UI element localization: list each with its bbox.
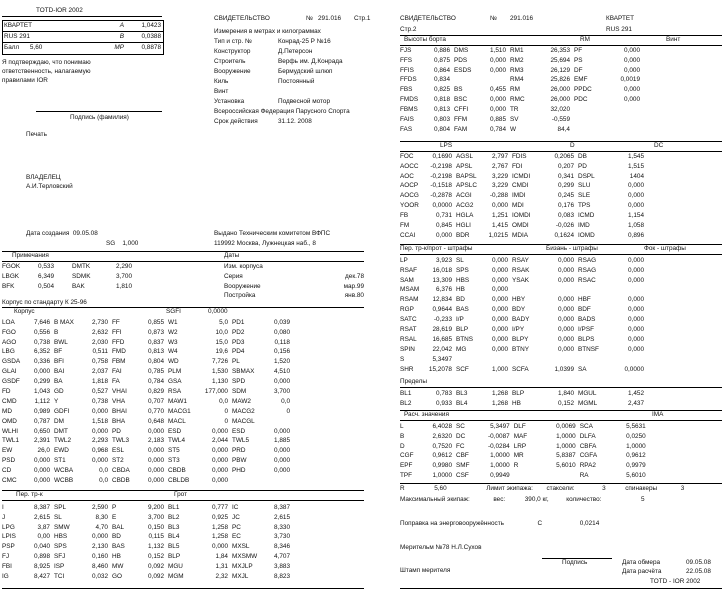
table-row: I 8,387 SPL 2,590 P 9,200 BL1 0,777 IC 8,387 [2,503,290,511]
table-row: B 2,6320 DC -0,0087 MAF 1,0000 DLFA 0,0250 [400,432,646,440]
table-row: SAM 13,309 HBS 0,000 YSAK 0,000 RSAC 0,000 [400,276,644,284]
rating-r-value: 5,60 [434,485,447,492]
table-row: EPF 0,9980 SMF 1,0000 R 5,6010 RPA2 0,9979 [400,462,646,470]
table-row: YOOR 0,0000 ACG2 0,000 MDI 0,176 TPS 0,000 [400,202,644,210]
table-row: S 5,3497 [400,355,452,363]
energy-correction-value: 0,0214 [579,520,600,527]
dates-label: Даты [224,252,240,259]
rig-measurements-table [2,503,290,582]
table-row: SATC -0,233 I/P 0,000 BADY 0,000 BADS 0,000 [400,316,644,324]
dates-table: Изм. корпуса Серия дек.78 Вооружение мар.99 Постройка янв.80 [224,262,364,300]
table-row: FGO 0,556 B 2,632 FFI 0,873 W2 10,0 PD2 0,080 [2,328,290,336]
max-crew-row: Максимальный экипаж: вес: 390,0 кг, количество: 5 [400,496,645,503]
sgfi-value: 0,0000 [208,308,228,315]
table-row: LPG 3,87 SMW 4,70 BAL 0,150 BL3 1,258 PC 8,330 [2,523,290,531]
issued-address: 119992 Москва, Лужнецкая наб., 8 [214,240,316,247]
table-row: RGP 0,9644 BAS 0,000 BDY 0,000 BDF 0,000 [400,306,644,314]
table-row: AGO 0,738 BWL 2,030 FFD 0,837 W3 15,0 PD3 0,118 [2,338,290,346]
table-row: BL2 0,933 BL4 1,268 HB 0,152 MGML 2,437 [400,399,644,407]
crew-count: 5 [641,496,645,503]
lps-label: LPS [440,142,453,149]
table-row: LP 3,923 SL 0,000 RSAY 0,000 RSAG 0,000 [400,256,644,264]
rating-row: R 5,60 Лимит экипажа: стаксели: 3 спинакеры 3 [400,485,685,492]
table-row: MSAM 6,376 HB 0,000 [400,286,508,294]
foresail-label: Пер. тр-к [16,491,43,498]
table-row: BL1 0,783 BL3 1,268 BLP 1,840 MGUL 1,452 [400,389,644,397]
page-number: Стр.1 [354,15,371,22]
jib-penalty-label: Фок - штрафы [644,245,686,252]
table-row: MD 0,989 GDFI 0,000 BHAI 0,770 MACG1 0 MACG2 0 [2,407,290,415]
dc-label: DC [654,142,664,149]
limits-label: Пределы [400,378,427,385]
heights-label: Высоты борта [404,36,446,43]
table-row: LOA 7,646 B MAX 2,730 FF 0,855 W1 5,0 PD1 0,039 [2,318,290,326]
table-row: FJ 0,898 SFJ 0,160 HB 0,152 BLP 1,84 MXSMW 4,707 [2,553,290,561]
table-row: WLHI 0,650 DMT 0,000 PD 0,000 ESD 0,000 ESD 0,000 [2,427,290,435]
table-row: CD 0,000 WCBA 0,0 CBDA 0,000 CBDB 0,000 PHD 0,000 [2,467,290,475]
cert-details: Измерения в метрах и килограммах Тип и стр. № Конрад-25 Р №16 Конструктор Д.Петерсон Строитель Верфь им. Д.Конрада Вооружение Бермудский шлюп Киль Постоянный Винт Установка Подвесной мотор Всероссийская Федерация Парусного Спорта Срок действия 31.12. 2008 [214,28,350,125]
heights-table [400,46,640,135]
propeller-label: Винт [666,36,681,43]
hull-standard: Корпус по стандарту К 25-96 [2,299,87,306]
signature-label-2: Подпись [562,559,588,566]
limits-table [400,389,644,409]
calc-label: Расч. значения [404,411,449,418]
table-row: EW 26,0 EWD 0,968 ESL 0,000 ST5 0,000 PRD 0,000 [2,447,290,455]
owner-name: А.И.Терловский [26,183,73,190]
table-row: PSP 0,040 SPS 2,130 BAS 1,132 BL5 0,000 MXSL 8,346 [2,543,290,551]
cert-number: 291.016 [318,15,342,22]
yacht-identity-box: КВАРТЕТ A 1,0423 RUS 291 B 0,0388 Балл 5,60 MP 0,8878 [2,20,164,55]
table-row: FFIS 0,864 ESDS 0,000 RM3 26,129 DF 0,000 [400,66,640,74]
table-row: FAS 0,804 FAM 0,784 W 84,4 [400,125,570,133]
cert-title-2: СВИДЕТЕЛЬСТВО [400,15,456,22]
table-row: GSDF 0,299 BA 1,818 FA 0,784 GSA 1,130 SPD 0,000 [2,378,290,386]
table-row: PSD 0,000 ST1 0,000 ST2 0,000 ST3 0,000 PBW 0,000 [2,457,290,465]
hull-measurements-table [2,318,290,486]
table-row: AOCP -0,1518 APSLC 3,229 CMDI 0,299 SLU 0,000 [400,182,644,190]
table-row: FBMS 0,813 CFFI 0,000 TR 32,020 [400,106,570,114]
table-row: D 0,7520 FC -0,0284 LRP 1,0000 CBFA 1,0000 [400,442,646,450]
measure-date-label: Дата обмера [622,559,661,566]
table-row: SHR 15,2078 SCF 1,000 SCFA 1,0399 SA 0,0000 [400,365,644,373]
sg-value: 1,000 [122,240,139,247]
table-row: AOC -0,2198 BAPSL 3,229 ICMDI 0,341 DSPL 1404 [400,172,644,180]
foresail-penalty-label: Пер. тр-к/прот - штрафы [400,245,473,252]
crew-weight: 390,0 [524,496,541,503]
mainsail-label: Грот [174,491,187,498]
penalties-table [400,256,644,375]
page-number-2: Стр.2 [400,26,417,33]
table-row: FBI 8,925 ISP 8,460 MW 0,092 MGU 1,31 MXJLP 3,883 [2,563,290,571]
notes-label: Примечания [12,252,49,259]
created-label: Дата создания [26,230,70,237]
calc-date-label: Дата расчёта [622,568,662,575]
issued-by: Выдано Техническим комитетом ВФПС [214,230,331,237]
table-row: FFS 0,875 PDS 0,000 RM2 25,694 PS 0,000 [400,56,640,64]
table-row: CMC 0,000 WCBB 0,0 CBDB 0,000 CBLDB 0,000 [2,476,228,484]
print-label: Печать [26,131,47,138]
table-row: FJS 0,886 DMS 1,510 RM1 26,353 PF 0,000 [400,46,640,54]
certificate-page-1: TOTD-IOR 2002 КВАРТЕТ A 1,0423 RUS 291 B 0,0388 Балл 5,60 MP 0,8878 Я подтверждаю, что понимаю ответственность, налагаемую правилами IOR Подпись (фамилия) Печать ВЛАДЕЛЕЦ А.И.Терловский СВИДЕТЕЛЬСТВО № 291.016 Стр.1 Измерения в метрах и килограммах Тип и стр. № Конрад-25 Р №16 Конструктор Д.Петерсон Строитель Верфь им. Д.Конрада Вооружение Бермудский шлюп Киль Постоянный Винт Установка Подвесной мотор Всероссийская Федерация Парусного Спорта Срок действия 31.12. 2008 Дата создания 09.05.08 Выдано Техническим комитетом ВФПС 119992 Москва, Лужнецкая наб., 8 SG 1,000 Примечания Даты FGOK 0,533 DMTK 2,290 LBGK 6,349 SDMK 3,700 BFK 0,504 BAK 1,810 Изм. корпуса Серия дек.78 Вооружение мар.99 Постройка янв.80 Корпус по стандарту К 25-96 Корпус SGFI 0,0000 LOA 7,646 B MAX 2,730 FF 0,855 W1 5,0 PD1 0,039 FGO 0,556 B 2,632 FFI 0,873 W2 10,0 PD2 0,080 AGO 0,738 BWL 2,030 FFD 0,837 W3 15,0 PD3 0,118 LBG 6,352 BF 0,511 FMD 0,813 W4 19,6 PD4 0,156 GSDA 0,336 BFI 0,758 FBM 0,804 WD 7,726 PL 1,520 GLAI 0,000 BAI 2,037 FAI 0,785 PLM 1,530 SBMAX 4,510 GSDF 0,299 BA 1,818 FA 0,784 GSA 1,130 SPD 0,000 FD 1,043 GD 0,527 VHAI 0,829 RSA 177,000 SDM 3,700 CMD 1,112 Y 0,738 VHA 0,707 MAW1 0,0 MAW2 0,0 MD 0,989 GDFI 0,000 BHAI 0,770 MACG1 0 MACG2 0 OMD 0,787 DM 1,518 BHA 0,648 MACL 0 MACGL WLHI 0,650 DMT 0,000 PD 0,000 ESD 0,000 ESD 0,000 TWL1 2,391 TWL2 2,293 TWL3 2,183 TWL4 2,044 TWL5 1,885 EW 26,0 EWD 0,968 ESL 0,000 ST5 0,000 PRD 0,000 PSD 0,000 ST1 0,000 ST2 0,000 ST3 0,000 PBW 0,000 CD 0,000 WCBA 0,0 CBDA 0,000 CBDB 0,000 PHD 0,000 CMC 0,000 WCBB 0,0 CBDB 0,000 CBLDB 0,000 Пер. тр-к Грот I 8,387 SPL 2,590 P 9,200 BL1 0,777 IC 8,387 J 2,615 SL 8,30 E 3,700 BL2 0,925 JC 2,615 LPG 3,87 SMW 4,70 BAL 0,150 BL3 1,258 PC 8,330 LPIS 0,00 HBS 0,000 BD 0,115 BL4 1,258 EC 3,730 PSP 0,040 SPS 2,130 BAS 1,132 BL5 0,000 MXSL 8,346 FJ 0,898 SFJ 0,160 HB 0,152 BLP 1,84 MXSMW 4,707 FBI 8,925 ISP 8,460 MW 0,092 MGU 1,31 MXJLP 3,883 IG 8,427 TCI 0,032 GO 0,092 MGM 2,32 MXJL 8,823 [2,8,364,598]
footer-form-id: TOTD - IOR 2002 [650,578,701,585]
table-row: FB 0,731 HGLA 1,251 IOMDI 0,083 ICMD 1,154 [400,212,644,220]
rm-label: RM [580,36,590,43]
measurer: Мерительм №78 Н.Л.Сухов [400,544,482,551]
rating-value: 5,60 [29,43,43,51]
yacht-name-2: КВАРТЕТ [606,15,635,22]
hull-label: Корпус [14,308,35,315]
measurer-stamp-label: Штамп мерителя [400,567,451,574]
d-label: D [570,142,575,149]
table-row: LBG 6,352 BF 0,511 FMD 0,813 W4 19,6 PD4 0,156 [2,348,290,356]
table-row: LPIS 0,00 HBS 0,000 BD 0,115 BL4 1,258 EC 3,730 [2,533,290,541]
table-row: RSAT 28,619 BLP 0,000 I/PY 0,000 I/PSF 0,000 [400,325,644,333]
sail-number: RUS 291 [4,32,30,40]
table-row: AOCG -0,2878 ACGI -0,288 IMDI 0,245 SLE 0,000 [400,192,644,200]
owner-label: ВЛАДЕЛЕЦ [26,174,61,181]
ima-label: IMA [652,411,664,418]
notes-table: FGOK 0,533 DMTK 2,290 LBGK 6,349 SDMK 3,700 BFK 0,504 BAK 1,810 [2,262,132,290]
table-row: J 2,615 SL 8,30 E 3,700 BL2 0,925 JC 2,615 [2,513,290,521]
table-row: FMDS 0,818 BSC 0,000 RMC 26,000 PDC 0,000 [400,96,640,104]
created-date: 09.05.08 [72,230,98,237]
cert-title: СВИДЕТЕЛЬСТВО [214,15,270,22]
table-row: CGF 0,9612 CBF 1,0000 MR 5,8387 CGFA 0,9612 [400,452,646,460]
table-row: FAIS 0,803 FFM 0,885 SV -0,559 [400,115,570,123]
calc-date: 22.05.08 [686,568,711,575]
table-row: RSAL 16,685 BTNS 0,000 BLPY 0,000 BLPS 0,000 [400,335,644,343]
table-row: FD 1,043 GD 0,527 VHAI 0,829 RSA 177,000 SDM 3,700 [2,387,290,395]
table-row: SPIN 22,042 MG 0,000 BTNY 0,000 BTNSF 0,000 [400,345,644,353]
measure-date: 09.05.08 [686,559,711,566]
signature-caption: Подпись (фамилия) [70,114,129,121]
lps-table [400,152,644,241]
calc-table [400,422,646,481]
table-row: FFDS 0,834 RM4 25,826 EMF 0,0019 [400,76,640,84]
table-row: GSDA 0,336 BFI 0,758 FBM 0,804 WD 7,726 PL 1,520 [2,358,290,366]
table-row: RSAF 16,018 SPS 0,000 RSAK 0,000 RSAG 0,000 [400,266,644,274]
owner-affirmation: Я подтверждаю, что понимаю ответственность, налагаемую правилами IOR [2,59,91,84]
table-row: GLAI 0,000 BAI 2,037 FAI 0,785 PLM 1,530 SBMAX 4,510 [2,368,290,376]
table-row: RSAM 12,834 BD 0,000 HBY 0,000 HBF 0,000 [400,296,644,304]
table-row: TPF 1,0000 CSF 0,9949 RA 5,6010 [400,472,646,480]
table-row: TWL1 2,391 TWL2 2,293 TWL3 2,183 TWL4 2,044 TWL5 1,885 [2,437,290,445]
table-row: L 6,4028 SC 5,3497 DLF 0,0069 SCA 5,5631 [400,422,646,430]
table-row: FM 0,845 HGLI 1,415 OMDI -0,026 IMD 1,058 [400,221,644,229]
mizzen-penalty-label: Бизань - штрафы [546,245,598,252]
table-row: CCAI 0,000 BDR 1,0215 MDIA 0,1624 IOMD 0,896 [400,231,644,239]
table-row: IG 8,427 TCI 0,032 GO 0,092 MGM 2,32 MXJL 8,823 [2,572,290,580]
table-row: CMD 1,112 Y 0,738 VHA 0,707 MAW1 0,0 MAW2 0,0 [2,397,290,405]
table-row: AOCC -0,2198 APSL 2,767 FDI 0,207 PD 1,515 [400,162,644,170]
sail-number-2: RUS 291 [606,26,632,33]
form-header-title: TOTD-IOR 2002 [36,7,83,14]
table-row: FOC 0,1690 AGSL 2,797 FDIS 0,2065 DB 1,545 [400,152,644,160]
certificate-page-2: СВИДЕТЕЛЬСТВО № 291.016 КВАРТЕТ Стр.2 RUS 291 Высоты борта RM Винт FJS 0,886 DMS 1,510 RM1 26,353 PF 0,000 FFS 0,875 PDS 0,000 RM2 25,694 PS 0,000 FFIS 0,864 ESDS 0,000 RM3 26,129 DF 0,000 FFDS 0,834 RM4 25,826 EMF 0,0019 FBS 0,825 BS 0,455 RM 26,000 PPDC 0,000 FMDS 0,818 BSC 0,000 RMC 26,000 PDC 0,000 FBMS 0,813 CFFI 0,000 TR 32,020 FAIS 0,803 FFM 0,885 SV -0,559 FAS 0,804 FAM 0,784 W 84,4 LPS D DC FOC 0,1690 AGSL 2,797 FDIS 0,2065 DB 1,545 AOCC -0,2198 APSL 2,767 FDI 0,207 PD 1,515 AOC -0,2198 BAPSL 3,229 ICMDI 0,341 DSPL 1404 AOCP -0,1518 APSLC 3,229 CMDI 0,299 SLU 0,000 AOCG -0,2878 ACGI -0,288 IMDI 0,245 SLE 0,000 YOOR 0,0000 ACG2 0,000 MDI 0,176 TPS 0,000 FB 0,731 HGLA 1,251 IOMDI 0,083 ICMD 1,154 FM 0,845 HGLI 1,415 OMDI -0,026 IMD 1,058 CCAI 0,000 BDR 1,0215 MDIA 0,1624 IOMD 0,896 Пер. тр-к/прот - штрафы Бизань - штрафы Фок - штрафы LP 3,923 SL 0,000 RSAY 0,000 RSAG 0,000 RSAF 16,018 SPS 0,000 RSAK 0,000 RSAG 0,000 SAM 13,309 HBS 0,000 YSAK 0,000 RSAC 0,000 MSAM 6,376 HB 0,000 RSAM 12,834 BD 0,000 HBY 0,000 HBF 0,000 RGP 0,9644 BAS 0,000 BDY 0,000 BDF 0,000 SATC -0,233 I/P 0,000 BADY 0,000 BADS 0,000 RSAT 28,619 BLP 0,000 I/PY 0,000 I/PSF 0,000 RSAL 16,685 BTNS 0,000 BLPY 0,000 BLPS 0,000 SPIN 22,042 MG 0,000 BTNY 0,000 BTNSF 0,000 S 5,3497 SHR 15,2078 SCF 1,000 SCFA 1,0399 SA 0,0000 Пределы BL1 0,783 BL3 1,268 BLP 1,840 MGUL 1,452 BL2 0,933 BL4 1,268 HB 0,152 MGML 2,437 Расч. значения IMA L 6,4028 SC 5,3497 DLF 0,0069 SCA 5,5631 B 2,6320 DC -0,0087 MAF 1,0000 DLFA 0,0250 D 0,7520 FC -0,0284 LRP 1,0000 CBFA 1,0000 CGF 0,9612 CBF 1,0000 MR 5,8387 CGFA 0,9612 EPF 0,9980 SMF 1,0000 R 5,6010 RPA2 0,9979 TPF 1,0000 CSF 0,9949 RA 5,6010 R 5,60 Лимит экипажа: стаксели: 3 спинакеры 3 Максимальный экипаж: вес: 390,0 кг, количество: 5 Поправка на энерговооружённость C 0,0214 Мерительм №78 Н.Л.Сухов Подпись Штамп мерителя Дата обмера 09.05.08 Дата расчёта 22.05.08 TOTD - IOR 2002 [400,8,722,598]
cert-number-2: 291.016 [510,15,534,22]
table-row: OMD 0,787 DM 1,518 BHA 0,648 MACL 0 MACGL [2,417,255,425]
energy-correction-row: Поправка на энерговооружённость C 0,0214 [400,520,600,527]
yacht-name: КВАРТЕТ [4,21,33,29]
table-row: FBS 0,825 BS 0,455 RM 26,000 PPDC 0,000 [400,86,640,94]
